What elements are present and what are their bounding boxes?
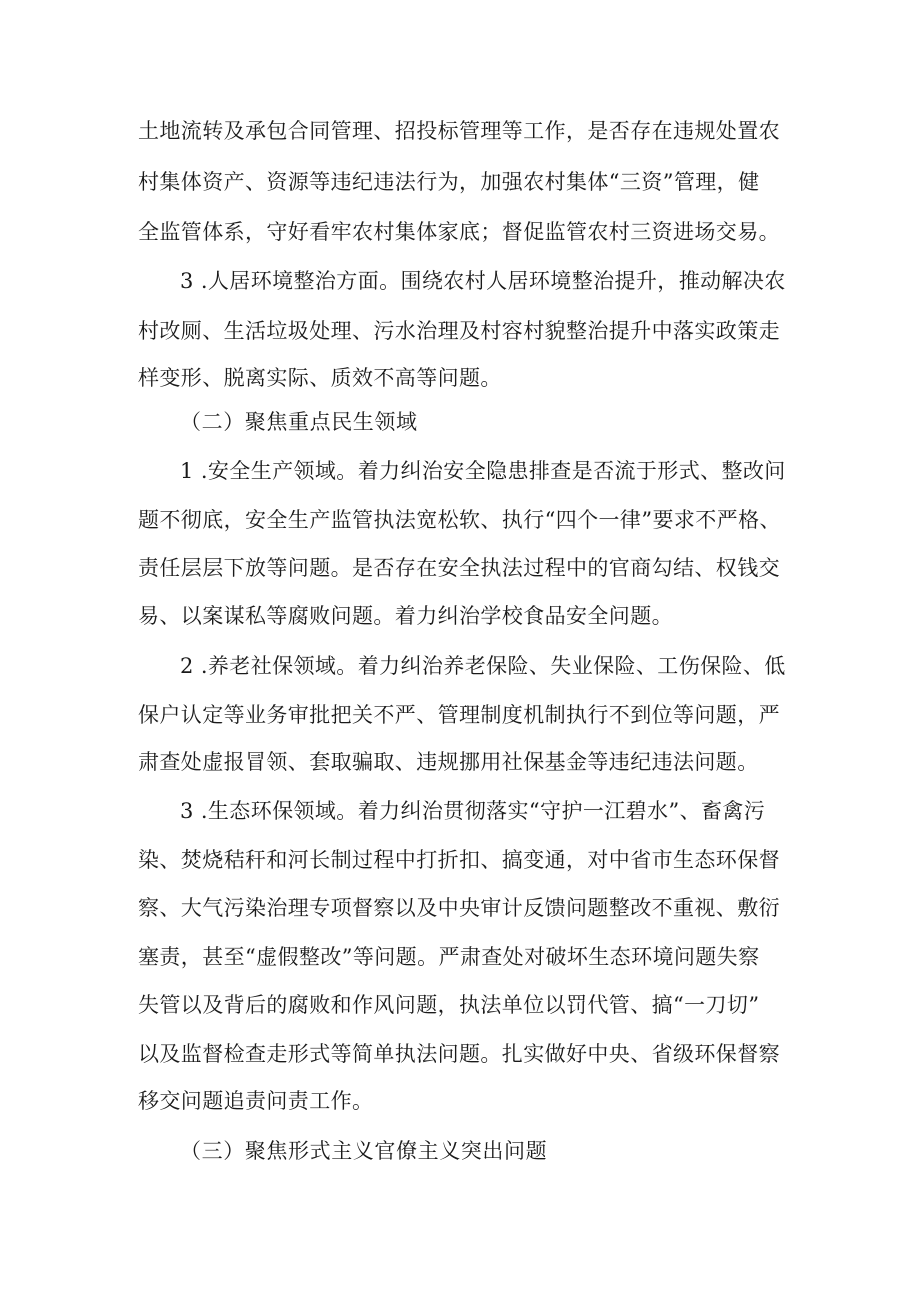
body-line: 失管以及背后的腐败和作风问题，执法单位以罚代管、搞“一刀切” — [138, 993, 760, 1017]
paragraph-start-line: 3 .生态环保领域。着力纠治贯彻落实“守护一江碧水”、畜禽污 — [180, 799, 766, 823]
body-line: 以及监督检查走形式等简单执法问题。扎实做好中央、省级环保督察 — [138, 1042, 780, 1066]
paragraph-start-line: 2 .养老社保领域。着力纠治养老保险、失业保险、工伤保险、低 — [180, 654, 786, 678]
body-line: 移交问题追责问责工作。 — [138, 1089, 374, 1113]
body-line: 土地流转及承包合同管理、招投标管理等工作，是否存在违规处置农 — [138, 119, 780, 143]
paragraph-start-line: 1 .安全生产领域。着力纠治安全隐患排查是否流于形式、整改问 — [180, 459, 786, 483]
body-line: 责任层层下放等问题。是否存在安全执法过程中的官商勾结、权钱交 — [138, 556, 780, 580]
body-line: 样变形、脱离实际、质效不高等问题。 — [138, 366, 502, 390]
body-line: 全监管体系，守好看牢农村集体家底；督促监管农村三资进场交易。 — [138, 220, 780, 244]
body-line: 村集体资产、资源等违纪违法行为，加强农村集体“三资”管理，健 — [138, 170, 760, 194]
body-line: 易、以案谋私等腐败问题。着力纠治学校食品安全问题。 — [138, 604, 673, 628]
body-line: 塞责，甚至“虚假整改”等问题。严肃查处对破坏生态环境问题失察 — [138, 945, 760, 969]
body-line: 题不彻底，安全生产监管执法宽松软、执行“四个一律”要求不严格、 — [138, 508, 781, 532]
body-line: 保户认定等业务审批把关不严、管理制度机制执行不到位等问题，严 — [138, 703, 780, 727]
body-line: 村改厕、生活垃圾处理、污水治理及村容村貌整治提升中落实政策走 — [138, 319, 780, 343]
body-line: 察、大气污染治理专项督察以及中央审计反馈问题整改不重视、敷衍 — [138, 896, 780, 920]
body-line: 肃查处虚报冒领、套取骗取、违规挪用社保基金等违纪违法问题。 — [138, 750, 759, 774]
paragraph-start-line: 3 .人居环境整治方面。围绕农村人居环境整治提升，推动解决农 — [180, 269, 786, 293]
section-heading: （三）聚焦形式主义官僚主义突出问题 — [180, 1139, 548, 1163]
body-line: 染、焚烧秸秆和河长制过程中打折扣、搞变通，对中省市生态环保督 — [138, 848, 780, 872]
section-heading: （二）聚焦重点民生领域 — [180, 410, 418, 434]
